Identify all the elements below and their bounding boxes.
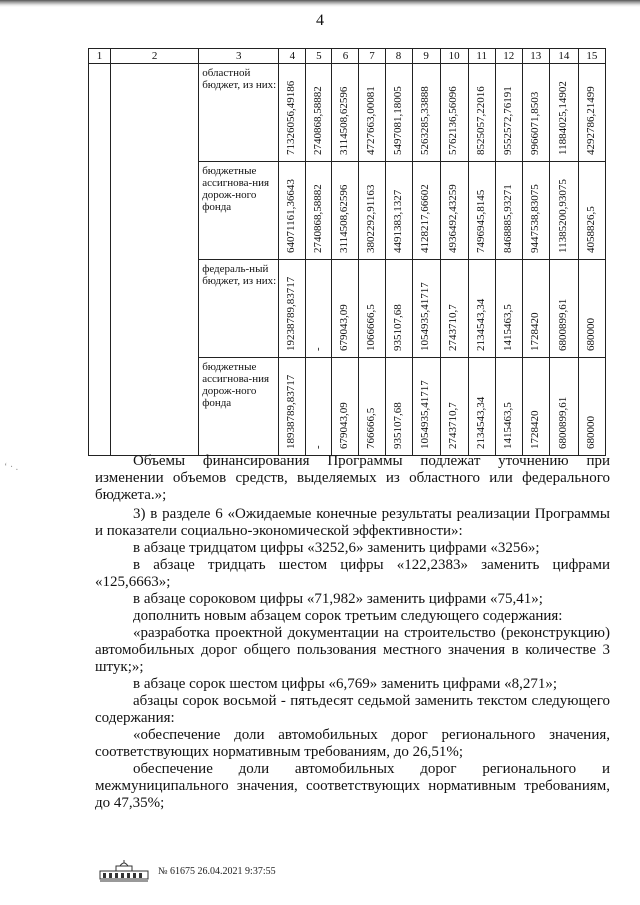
cell-value: - xyxy=(311,347,324,352)
cell-value: 4128217,66602 xyxy=(419,184,432,254)
cell-value: 3114508,62596 xyxy=(338,184,351,254)
cell-value: 5762136,56096 xyxy=(447,86,460,156)
cell-value: 6800899,61 xyxy=(556,396,569,449)
column-header: 1 xyxy=(89,49,111,64)
cell-value: 4936492,43259 xyxy=(447,184,460,254)
document-footer xyxy=(98,858,276,884)
financing-table xyxy=(88,48,606,456)
value-cell xyxy=(412,162,440,260)
row-label: областной бюджет, из них: xyxy=(199,64,279,162)
value-cell xyxy=(385,358,412,456)
column-header: 6 xyxy=(332,49,359,64)
cell-value: 680000 xyxy=(584,318,597,352)
value-cell xyxy=(578,260,605,358)
scan-mark: ‘ · . xyxy=(4,462,19,473)
value-cell xyxy=(412,358,440,456)
cell-value: 1728420 xyxy=(528,312,541,352)
value-cell xyxy=(279,162,306,260)
cell-value: 11884025,14902 xyxy=(556,81,569,156)
cell-value: 8525057,22016 xyxy=(474,86,487,156)
value-cell xyxy=(332,64,359,162)
cell-value: 18938789,83717 xyxy=(285,374,298,449)
value-cell xyxy=(549,162,578,260)
value-cell xyxy=(332,260,359,358)
value-cell xyxy=(440,260,468,358)
cell-value: 2743710,7 xyxy=(447,304,460,352)
body-text xyxy=(95,453,610,812)
cell-value: 935107,68 xyxy=(391,304,404,352)
value-cell xyxy=(279,358,306,456)
cell-value: 2740868,58882 xyxy=(311,86,324,156)
cell-value: 2134543,34 xyxy=(474,298,487,352)
column-header: 3 xyxy=(199,49,279,64)
registration-stamp: № 61675 26.04.2021 9:37:55 xyxy=(158,865,276,877)
value-cell xyxy=(306,358,332,456)
column-header: 9 xyxy=(412,49,440,64)
cell-value: 2134543,34 xyxy=(474,396,487,449)
value-cell xyxy=(306,162,332,260)
cell-value: 4292786,21499 xyxy=(584,86,597,156)
scan-edge xyxy=(0,0,640,7)
value-cell xyxy=(468,358,495,456)
column-header: 2 xyxy=(111,49,199,64)
cell-value: 9552572,76191 xyxy=(501,86,514,156)
government-building-icon xyxy=(98,859,150,883)
value-cell xyxy=(385,260,412,358)
column-header: 11 xyxy=(468,49,495,64)
value-cell xyxy=(495,358,522,456)
paragraph: Объемы финансирования Программы подлежат уточнению при изменении объемов средств, выделяемых из областного или федерального бюджета.»; xyxy=(95,453,610,503)
paragraph: дополнить новым абзацем сорок третьим следующего содержания: xyxy=(133,608,563,624)
cell-value: 3114508,62596 xyxy=(338,86,351,156)
column-header: 8 xyxy=(385,49,412,64)
value-cell xyxy=(359,260,385,358)
value-cell xyxy=(440,162,468,260)
column-header: 15 xyxy=(578,49,605,64)
value-cell xyxy=(578,162,605,260)
column-header: 13 xyxy=(522,49,549,64)
cell-value: 9447538,83075 xyxy=(528,184,541,254)
cell-value: 5497081,18005 xyxy=(391,86,404,156)
value-cell xyxy=(468,162,495,260)
value-cell xyxy=(495,162,522,260)
column-header: 7 xyxy=(359,49,385,64)
column-header: 14 xyxy=(549,49,578,64)
cell-value: 680000 xyxy=(584,416,597,449)
value-cell xyxy=(522,260,549,358)
paragraph: обеспечение доли автомобильных дорог регионального и межмуниципального значения, соответствующих нормативным требованиям, до 47,35%; xyxy=(95,761,610,811)
row-label: бюджетные ассигнова-ния дорож-ного фонда xyxy=(199,162,279,260)
paragraph: абзацы сорок восьмой - пятьдесят седьмой заменить текстом следующего содержания: xyxy=(95,693,610,726)
value-cell xyxy=(522,358,549,456)
cell-value: 7496945,8145 xyxy=(474,189,487,254)
value-cell xyxy=(385,162,412,260)
value-cell xyxy=(332,358,359,456)
cell-value: 6800899,61 xyxy=(556,298,569,352)
paragraph: «разработка проектной документации на строительство (реконструкцию) автомобильных дорог общего пользования местного значения в количестве 3 штук;»; xyxy=(95,625,610,675)
row-label: федераль-ный бюджет, из них: xyxy=(199,260,279,358)
value-cell xyxy=(359,358,385,456)
paragraph: в абзаце тридцатом цифры «3252,6» заменить цифрами «3256»; xyxy=(133,540,540,556)
cell-value: 19238789,83717 xyxy=(285,276,298,352)
cell-value: 4058826,5 xyxy=(584,206,597,254)
paragraph: 3) в разделе 6 «Ожидаемые конечные результаты реализации Программы и показатели социально-экономической эффективности»: xyxy=(95,506,610,539)
cell-value: 71326056,49186 xyxy=(285,80,298,156)
paragraph: в абзаце тридцать шестом цифры «122,2383» заменить цифрами «125,6663»; xyxy=(95,557,610,590)
value-cell xyxy=(306,64,332,162)
value-cell xyxy=(549,358,578,456)
column-header: 5 xyxy=(306,49,332,64)
value-cell xyxy=(385,64,412,162)
cell-value: 64071161,36643 xyxy=(285,179,298,254)
cell-value: 3802292,91163 xyxy=(364,184,377,254)
column-1-cell xyxy=(89,64,111,456)
value-cell xyxy=(549,64,578,162)
value-cell xyxy=(440,64,468,162)
value-cell xyxy=(279,260,306,358)
cell-value: 1728420 xyxy=(528,410,541,449)
cell-value: 5263285,33888 xyxy=(419,86,432,156)
cell-value: 1054935,41717 xyxy=(419,282,432,352)
cell-value: 9966071,8503 xyxy=(528,91,541,156)
cell-value: 2740868,58882 xyxy=(311,184,324,254)
column-header: 12 xyxy=(495,49,522,64)
value-cell xyxy=(522,64,549,162)
cell-value: 4491383,1327 xyxy=(391,189,404,254)
cell-value: 1415463,5 xyxy=(501,402,514,449)
cell-value: 679043,09 xyxy=(338,402,351,449)
paragraph: в абзаце сорок шестом цифры «6,769» заменить цифрами «8,271»; xyxy=(133,676,558,692)
column-header: 10 xyxy=(440,49,468,64)
cell-value: 1415463,5 xyxy=(501,304,514,352)
value-cell xyxy=(279,64,306,162)
value-cell xyxy=(306,260,332,358)
cell-value: 766666,5 xyxy=(364,407,377,449)
cell-value: 1066666,5 xyxy=(364,304,377,352)
value-cell xyxy=(522,162,549,260)
cell-value: 1054935,41717 xyxy=(419,380,432,449)
value-cell xyxy=(412,64,440,162)
value-cell xyxy=(495,64,522,162)
value-cell xyxy=(359,64,385,162)
table-row xyxy=(89,64,606,162)
value-cell xyxy=(549,260,578,358)
row-label: бюджетные ассигнова-ния дорож-ного фонда xyxy=(199,358,279,456)
value-cell xyxy=(412,260,440,358)
paragraph: «обеспечение доли автомобильных дорог регионального значения, соответствующих нормативным требованиям, до 26,51%; xyxy=(95,727,610,760)
cell-value: 8468885,93271 xyxy=(501,184,514,254)
column-header: 4 xyxy=(279,49,306,64)
value-cell xyxy=(440,358,468,456)
value-cell xyxy=(359,162,385,260)
paragraph: в абзаце сороковом цифры «71,982» заменить цифрами «75,41»; xyxy=(133,591,543,607)
value-cell xyxy=(332,162,359,260)
value-cell xyxy=(578,358,605,456)
cell-value: 2743710,7 xyxy=(447,402,460,449)
value-cell xyxy=(495,260,522,358)
cell-value: 679043,09 xyxy=(338,304,351,352)
value-cell xyxy=(468,64,495,162)
cell-value: 11385200,93075 xyxy=(556,179,569,254)
page-number: 4 xyxy=(316,12,324,29)
value-cell xyxy=(468,260,495,358)
cell-value: - xyxy=(311,445,324,449)
cell-value: 4727663,00081 xyxy=(364,86,377,156)
column-2-cell xyxy=(111,64,199,456)
cell-value: 935107,68 xyxy=(391,402,404,449)
value-cell xyxy=(578,64,605,162)
table-header-row xyxy=(89,49,606,64)
